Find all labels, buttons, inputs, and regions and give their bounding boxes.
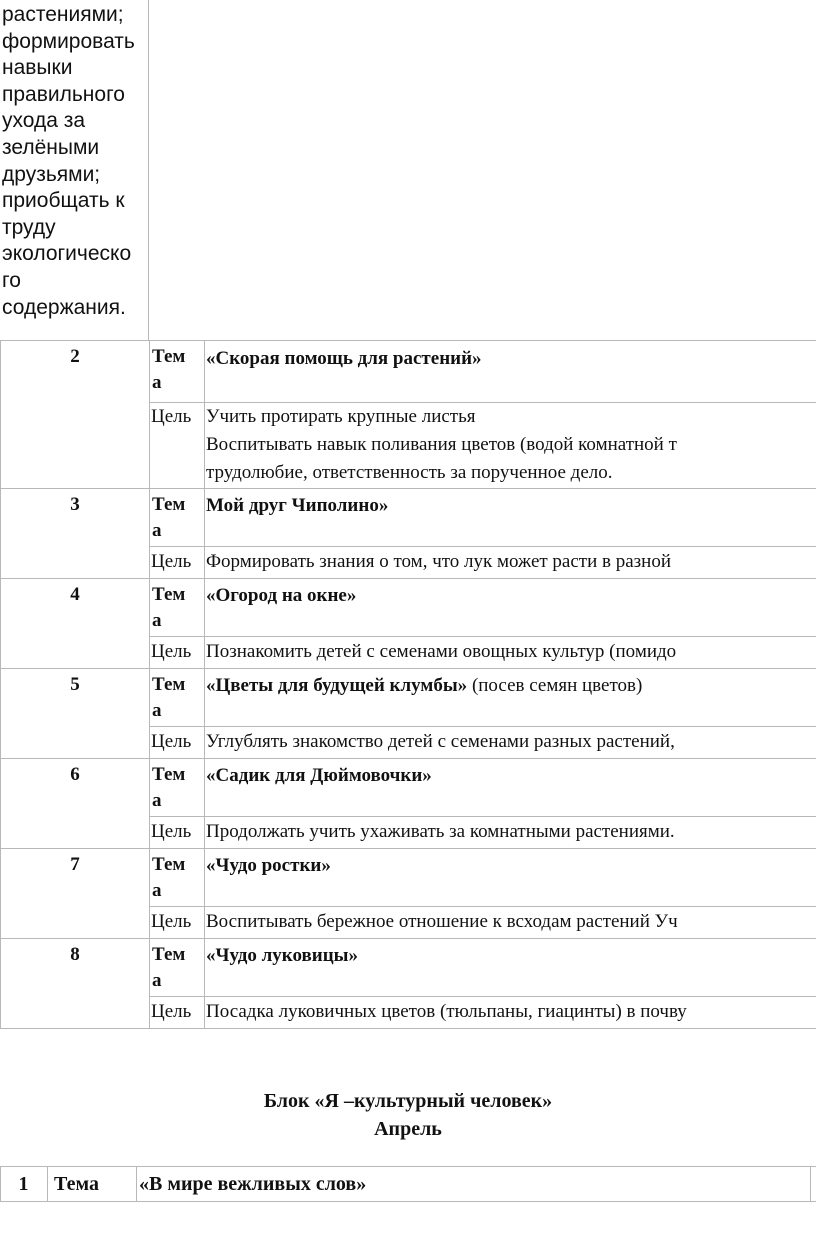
sub-row-border [149,996,816,997]
topic-title [206,348,482,370]
tema-label-part: Тем [152,584,186,605]
top-line: друзьями; [2,162,101,186]
row-number: 2 [70,346,80,367]
goal-line: Учить протирать крупные листья [206,406,476,427]
goal-text [206,998,687,1026]
tema-label: Тема [54,1173,99,1195]
tema-label-part: а [152,970,162,991]
cel-label: Цель [151,731,192,752]
topic-title [206,765,432,787]
tema-label-part: а [152,372,162,393]
top-line: содержания. [2,295,126,319]
row-border [0,578,816,579]
topic-title [206,855,331,877]
tema-label [152,582,185,634]
bottom-row-divider [810,1166,811,1202]
top-line: приобщать к [2,189,125,213]
row-number: 1 [18,1173,29,1195]
tema-label-part: а [152,520,162,541]
goal-text [206,403,677,487]
sub-row-border [149,726,816,727]
tema-label [152,762,185,814]
topic-title-text: «Огород на окне» [206,585,357,606]
topic-title-text: «Садик для Дюймовочки» [206,765,432,786]
topic-title-text: Мой друг Чиполино» [206,495,389,516]
cel-label: Цель [151,641,192,662]
goal-text [206,818,675,846]
tema-label-part: Тем [152,764,186,785]
row-border [0,758,816,759]
bottom-row-bottom-border [0,1201,816,1202]
row-border [0,848,816,849]
tema-label-part: Тем [152,346,186,367]
row-number: 6 [70,764,80,785]
tema-label-part: Тем [152,854,186,875]
goal-text [206,908,678,936]
tema-label-part: Тем [152,494,186,515]
tema-label-part: а [152,700,162,721]
topic-title: «В мире вежливых слов» [139,1173,367,1195]
row-number: 7 [70,854,80,875]
cel-label: Цель [151,551,192,572]
goal-line: Познакомить детей с семенами овощных культур (помидо [206,641,677,662]
goal-line: Продолжать учить ухаживать за комнатными растениями. [206,821,675,842]
tema-label [152,344,185,396]
row-border [0,488,816,489]
row-number: 8 [70,944,80,965]
sub-row-border [149,906,816,907]
topic-title [206,495,388,517]
table-row [0,1166,816,1202]
topic-title-text: «Скорая помощь для растений» [206,348,482,369]
cel-label: Цель [151,406,192,427]
row-border [0,340,816,341]
goal-text [206,728,675,756]
top-continuation-cell [0,0,149,340]
topic-title-text: «Чудо ростки» [206,855,331,876]
tema-label [152,852,185,904]
cel-label: Цель [151,821,192,842]
row-number: 3 [70,494,80,515]
top-line: труду [2,215,56,239]
topic-title-text: «Цветы для будущей клумбы» [206,675,468,696]
goal-line: Посадка луковичных цветов (тюльпаны, гиацинты) в почву [206,1001,687,1022]
topic-title-extra: (посев семян цветов) [467,675,643,696]
tema-label-part: Тем [152,944,186,965]
goal-text [206,548,671,576]
tema-label-part: а [152,610,162,631]
tema-label [152,672,185,724]
topic-title [206,585,356,607]
top-line: го [2,268,21,292]
goal-text [206,638,676,666]
top-line: навыки [2,56,73,80]
top-line: растениями; [2,3,124,26]
top-line: зелёными [2,135,100,159]
topic-title [206,945,358,967]
top-line: формировать [2,29,135,53]
topic-title [206,675,642,697]
top-line: экологическо [2,242,132,266]
topic-title-text: «Чудо луковицы» [206,945,358,966]
tema-label [152,942,185,994]
tema-label-part: а [152,790,162,811]
goal-line: Воспитывать бережное отношение к всходам растений Уч [206,911,678,932]
bottom-row-top-border [0,1166,816,1167]
row-border [0,668,816,669]
goal-line: Воспитывать навык поливания цветов (водой комнатной т [206,434,677,455]
sub-row-border [149,816,816,817]
goal-line: Углублять знакомство детей с семенами разных растений, [206,731,675,752]
goal-line: трудолюбие, ответственность за порученное дело. [206,462,613,483]
sub-row-border [149,546,816,547]
cel-label: Цель [151,1001,192,1022]
column-divider-label [204,340,205,1028]
block-month: Апрель [374,1118,442,1140]
tema-label-part: Тем [152,674,186,695]
tema-label [152,492,185,544]
bottom-row-divider [136,1166,137,1202]
tema-label-part: а [152,880,162,901]
top-line: ухода за [2,109,86,133]
block-title: Блок «Я –культурный человек» [263,1090,553,1112]
row-number: 4 [70,584,80,605]
row-number: 5 [70,674,80,695]
row-border [0,938,816,939]
top-cell-text [0,0,148,321]
goal-line: Формировать знания о том, что лук может расти в разной [206,551,672,572]
cel-label: Цель [151,911,192,932]
row-border [0,1028,816,1029]
bottom-row-divider [47,1166,48,1202]
top-line: правильного [2,82,125,106]
sub-row-border [149,636,816,637]
